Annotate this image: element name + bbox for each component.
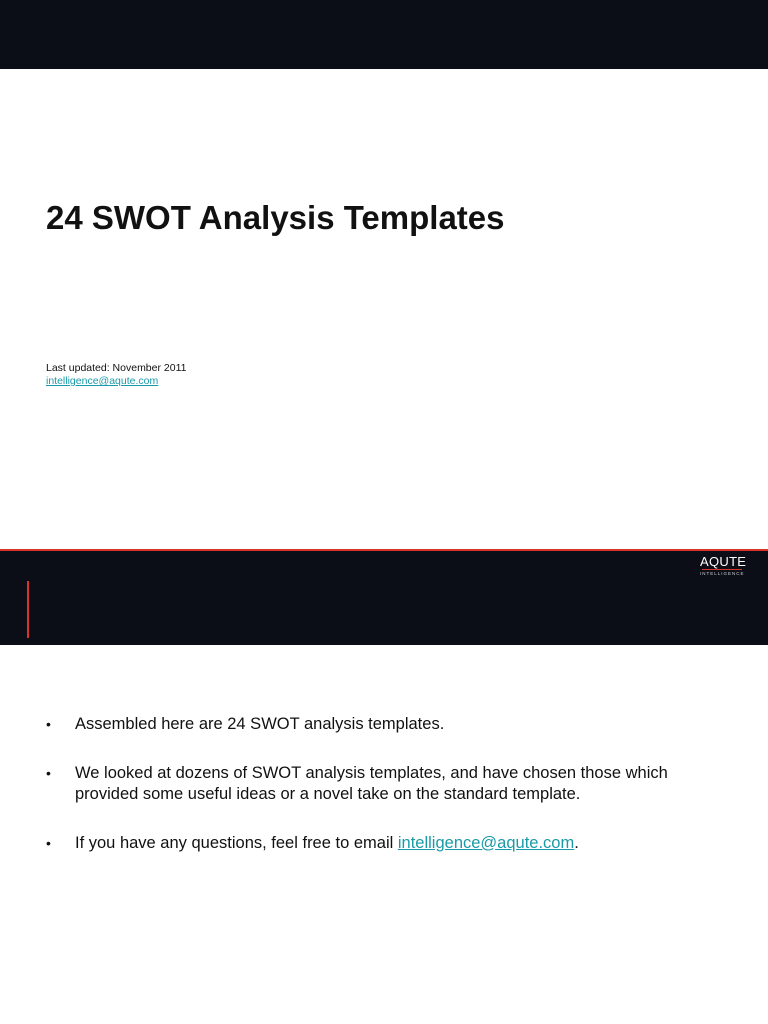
bullet-text-prefix: If you have any questions, feel free to email — [75, 833, 398, 852]
bullet-icon: • — [46, 716, 51, 732]
email-link[interactable]: intelligence@aqute.com — [397, 833, 575, 852]
bullet-text: Assembled here are 24 SWOT analysis templates. — [75, 715, 445, 733]
last-updated-text: Last updated: November 2011 — [46, 362, 187, 374]
logo-tagline: INTELLIGENCE — [700, 571, 745, 576]
list-item — [46, 763, 726, 806]
section-header-band — [0, 551, 768, 645]
intro-bullet-list — [46, 714, 726, 854]
contact-email-link[interactable]: intelligence@aqute.com — [46, 375, 159, 387]
list-item — [46, 833, 726, 855]
red-accent-bar — [27, 581, 29, 638]
logo-wordmark: AQUTE — [700, 554, 747, 569]
slide-title: 24 SWOT Analysis Templates — [46, 199, 505, 236]
aqute-logo — [700, 554, 747, 578]
bullet-text-suffix: . — [574, 833, 579, 852]
list-item — [46, 714, 726, 736]
bullet-text: We looked at dozens of SWOT analysis templates, and have chosen those which provided some useful ideas or a novel take on the standard template. — [75, 763, 668, 803]
bullet-icon: • — [46, 764, 51, 781]
top-header-bar — [0, 0, 768, 69]
bullet-icon: • — [46, 834, 51, 851]
